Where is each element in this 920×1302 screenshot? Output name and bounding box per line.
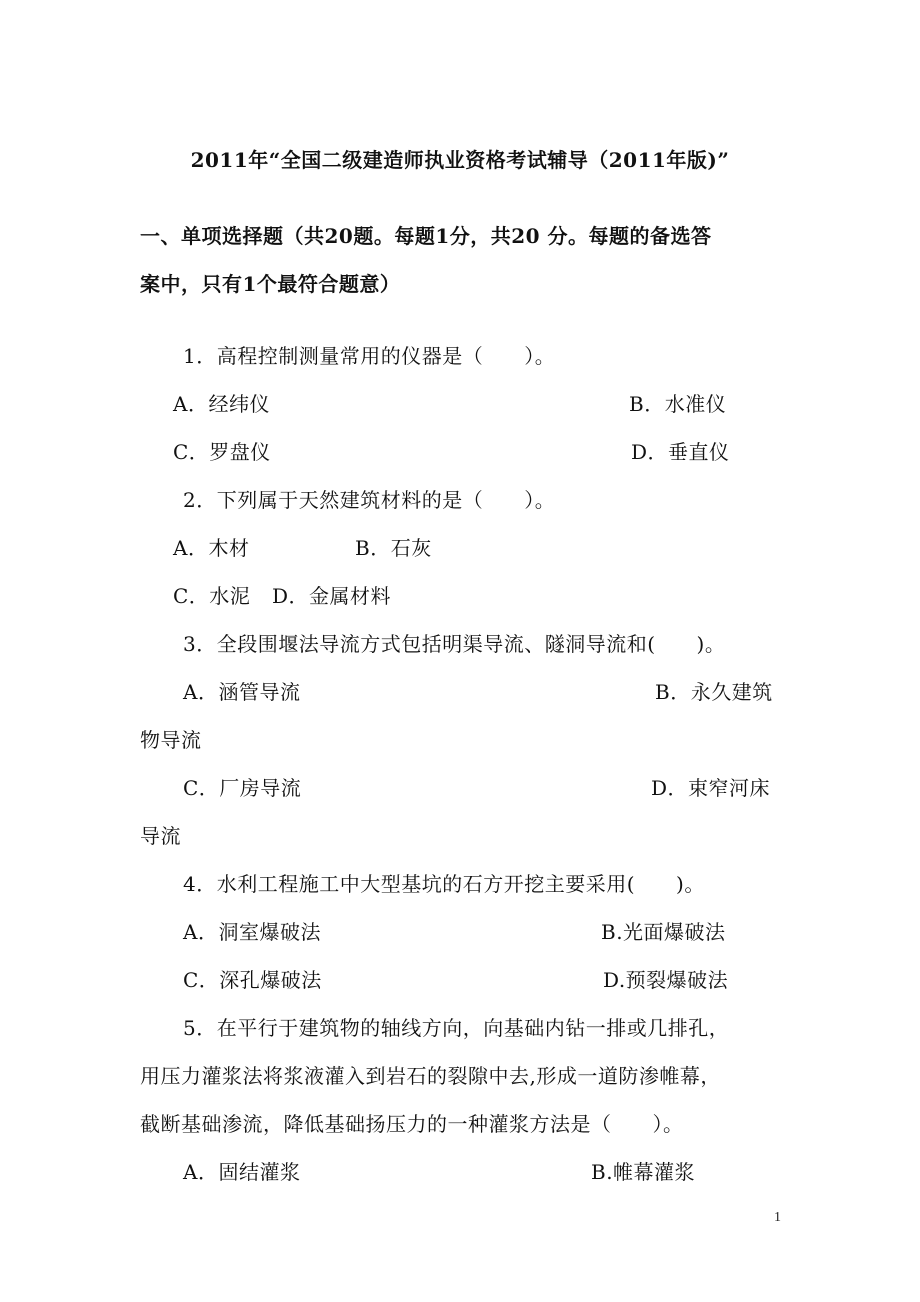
question-4-option-d: D.预裂爆破法 xyxy=(603,968,729,992)
question-1-option-d: D．垂直仪 xyxy=(631,440,730,464)
question-3-stem: 3．全段围堰法导流方式包括明渠导流、隧洞导流和( )。 xyxy=(183,632,726,656)
section-heading-line1: 一、单项选择题（共20题。每题1分，共20 分。每题的备选答 xyxy=(140,224,712,248)
page-number: 1 xyxy=(774,1210,781,1225)
question-5-stem-line3: 截断基础渗流，降低基础扬压力的一种灌浆方法是（ ）。 xyxy=(140,1112,684,1136)
question-2-option-d: D．金属材料 xyxy=(272,584,392,608)
question-5-option-b: B.帷幕灌浆 xyxy=(591,1160,696,1184)
question-3-option-a: A．涵管导流 xyxy=(183,680,301,704)
question-5-option-a: A．固结灌浆 xyxy=(183,1160,301,1184)
document-title: 2011年“全国二级建造师执业资格考试辅导（2011年版)” xyxy=(190,148,730,172)
question-1-option-c: C．罗盘仪 xyxy=(173,440,271,464)
section-heading-line2: 案中，只有1个最符合题意） xyxy=(140,272,401,296)
question-3-option-d: D．束窄河床 xyxy=(651,776,771,800)
question-2-stem: 2．下列属于天然建筑材料的是（ ）。 xyxy=(183,488,556,512)
question-1-option-b: B．水准仪 xyxy=(629,392,727,416)
question-4-stem: 4．水利工程施工中大型基坑的石方开挖主要采用( )。 xyxy=(183,872,705,896)
question-1-stem: 1．高程控制测量常用的仪器是（ ）。 xyxy=(183,344,556,368)
question-4-option-a: A．洞室爆破法 xyxy=(183,920,321,944)
question-1-option-a: A．经纬仪 xyxy=(173,392,270,416)
question-3-option-b: B．永久建筑 xyxy=(655,680,773,704)
question-2-option-b: B．石灰 xyxy=(355,536,432,560)
question-3-option-b-continued: 物导流 xyxy=(140,728,202,752)
question-4-option-b: B.光面爆破法 xyxy=(601,920,726,944)
question-3-option-d-continued: 导流 xyxy=(140,824,181,848)
question-4-option-c: C．深孔爆破法 xyxy=(183,968,322,992)
question-3-option-c: C．厂房导流 xyxy=(183,776,302,800)
question-2-option-a: A．木材 xyxy=(173,536,250,560)
question-5-stem-line2: 用压力灌浆法将浆液灌入到岩石的裂隙中去,形成一道防渗帷幕， xyxy=(140,1064,721,1088)
question-2-option-c: C．水泥 xyxy=(173,584,251,608)
question-5-stem-line1: 5．在平行于建筑物的轴线方向，向基础内钻一排或几排孔， xyxy=(183,1016,730,1040)
